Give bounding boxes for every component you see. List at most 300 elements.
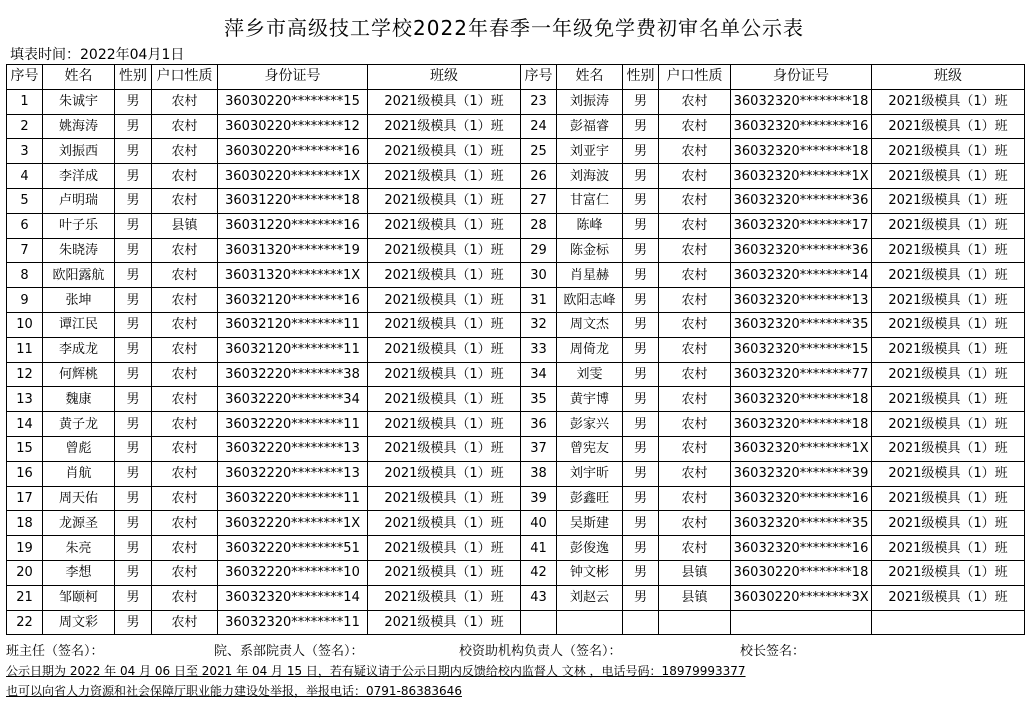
cell-gender: 男	[623, 139, 659, 164]
cell-gender: 男	[115, 585, 152, 610]
cell-id: 36030220********12	[218, 114, 368, 139]
table-row	[7, 461, 1025, 486]
cell-class: 2021级模具（1）班	[368, 511, 521, 536]
cell-hukou: 农村	[659, 213, 731, 238]
cell-gender: 男	[115, 536, 152, 561]
cell-no: 18	[7, 511, 43, 536]
cell-name: 周文杰	[557, 312, 623, 337]
cell-hukou: 县镇	[659, 560, 731, 585]
cell-no: 7	[7, 238, 43, 263]
cell-id: 36032320********36	[731, 238, 872, 263]
cell-id: 36032320********1X	[731, 164, 872, 189]
cell-hukou: 农村	[659, 511, 731, 536]
cell-name: 彭鑫旺	[557, 486, 623, 511]
cell-name: 彭福睿	[557, 114, 623, 139]
cell-gender: 男	[115, 263, 152, 288]
cell-id: 36031320********1X	[218, 263, 368, 288]
cell-gender: 男	[623, 536, 659, 561]
table-row	[7, 362, 1025, 387]
table-row	[7, 139, 1025, 164]
cell-gender: 男	[623, 114, 659, 139]
cell-gender: 男	[623, 436, 659, 461]
cell-class: 2021级模具（1）班	[368, 412, 521, 437]
cell-gender	[623, 610, 659, 635]
cell-no: 9	[7, 288, 43, 313]
cell-no: 30	[521, 263, 557, 288]
cell-id: 36032220********1X	[218, 511, 368, 536]
cell-class: 2021级模具（1）班	[872, 436, 1025, 461]
cell-id: 36032220********10	[218, 560, 368, 585]
cell-id: 36032120********11	[218, 312, 368, 337]
table-row	[7, 536, 1025, 561]
cell-gender: 男	[115, 114, 152, 139]
cell-class: 2021级模具（1）班	[872, 114, 1025, 139]
cell-name: 肖星赫	[557, 263, 623, 288]
table-row	[7, 436, 1025, 461]
cell-name: 刘海波	[557, 164, 623, 189]
cell-name: 魏康	[43, 387, 115, 412]
cell-no: 31	[521, 288, 557, 313]
cell-no: 4	[7, 164, 43, 189]
cell-hukou: 农村	[659, 89, 731, 114]
cell-no: 39	[521, 486, 557, 511]
cell-gender: 男	[115, 560, 152, 585]
cell-name: 欧阳露航	[43, 263, 115, 288]
table-row	[7, 610, 1025, 635]
cell-name: 黄宇博	[557, 387, 623, 412]
header-id: 身份证号	[218, 65, 368, 90]
fill-date: 填表时间：2022年04月1日	[10, 47, 185, 63]
cell-no: 5	[7, 188, 43, 213]
cell-hukou: 农村	[152, 585, 218, 610]
header-row	[7, 65, 1025, 90]
cell-hukou: 农村	[659, 412, 731, 437]
cell-hukou: 农村	[659, 139, 731, 164]
cell-no: 15	[7, 436, 43, 461]
cell-hukou: 农村	[659, 164, 731, 189]
header-hukou: 户口性质	[659, 65, 731, 90]
cell-name: 吴斯建	[557, 511, 623, 536]
cell-id: 36030220********16	[218, 139, 368, 164]
cell-no: 8	[7, 263, 43, 288]
cell-no: 27	[521, 188, 557, 213]
cell-name: 刘振西	[43, 139, 115, 164]
cell-name: 李成龙	[43, 337, 115, 362]
cell-hukou: 农村	[659, 114, 731, 139]
table-row	[7, 89, 1025, 114]
cell-hukou: 农村	[152, 461, 218, 486]
cell-id: 36030220********18	[731, 560, 872, 585]
header-class: 班级	[872, 65, 1025, 90]
cell-hukou	[659, 610, 731, 635]
cell-no: 41	[521, 536, 557, 561]
cell-name: 何辉桃	[43, 362, 115, 387]
cell-no: 13	[7, 387, 43, 412]
cell-id: 36032320********39	[731, 461, 872, 486]
cell-gender: 男	[623, 560, 659, 585]
cell-class: 2021级模具（1）班	[368, 387, 521, 412]
cell-name: 朱晓涛	[43, 238, 115, 263]
cell-no: 17	[7, 486, 43, 511]
cell-hukou: 农村	[152, 610, 218, 635]
cell-name: 刘振涛	[557, 89, 623, 114]
cell-gender: 男	[115, 511, 152, 536]
cell-name: 曾宪友	[557, 436, 623, 461]
cell-id: 36032220********11	[218, 412, 368, 437]
cell-hukou: 农村	[152, 312, 218, 337]
header-gender: 性别	[115, 65, 152, 90]
cell-id: 36032120********11	[218, 337, 368, 362]
table-row	[7, 288, 1025, 313]
cell-gender: 男	[623, 213, 659, 238]
dept-signature: 院、系部院责人（签名）：	[214, 644, 364, 659]
table-row	[7, 164, 1025, 189]
cell-name: 龙源圣	[43, 511, 115, 536]
cell-no: 26	[521, 164, 557, 189]
cell-class: 2021级模具（1）班	[872, 362, 1025, 387]
cell-hukou: 农村	[659, 362, 731, 387]
table-row	[7, 213, 1025, 238]
header-no: 序号	[7, 65, 43, 90]
cell-id: 36031220********18	[218, 188, 368, 213]
cell-hukou: 农村	[152, 436, 218, 461]
cell-hukou: 农村	[152, 511, 218, 536]
cell-id: 36032320********1X	[731, 436, 872, 461]
cell-hukou: 农村	[152, 164, 218, 189]
cell-id: 36032320********17	[731, 213, 872, 238]
cell-hukou: 农村	[152, 486, 218, 511]
roster-table	[6, 64, 1025, 635]
cell-hukou: 农村	[659, 188, 731, 213]
cell-class	[872, 610, 1025, 635]
table-row	[7, 337, 1025, 362]
cell-no: 14	[7, 412, 43, 437]
cell-id: 36032320********35	[731, 511, 872, 536]
cell-id: 36032320********16	[731, 536, 872, 561]
cell-name: 刘赵云	[557, 585, 623, 610]
page-title: 萍乡市高级技工学校2022年春季一年级免学费初审名单公示表	[224, 16, 804, 40]
cell-name: 叶子乐	[43, 213, 115, 238]
cell-no: 19	[7, 536, 43, 561]
cell-class: 2021级模具（1）班	[368, 263, 521, 288]
cell-hukou: 农村	[659, 337, 731, 362]
cell-id: 36031220********16	[218, 213, 368, 238]
cell-name: 黄子龙	[43, 412, 115, 437]
cell-id: 36032320********11	[218, 610, 368, 635]
table-row	[7, 312, 1025, 337]
cell-no: 29	[521, 238, 557, 263]
cell-hukou: 农村	[659, 312, 731, 337]
header-no: 序号	[521, 65, 557, 90]
cell-id: 36032220********11	[218, 486, 368, 511]
cell-gender: 男	[115, 213, 152, 238]
cell-no: 35	[521, 387, 557, 412]
cell-class: 2021级模具（1）班	[872, 337, 1025, 362]
table-row	[7, 511, 1025, 536]
cell-no: 37	[521, 436, 557, 461]
table-row	[7, 387, 1025, 412]
cell-name: 周倚龙	[557, 337, 623, 362]
cell-class: 2021级模具（1）班	[368, 461, 521, 486]
cell-id: 36032320********14	[218, 585, 368, 610]
cell-id: 36032320********18	[731, 89, 872, 114]
cell-class: 2021级模具（1）班	[872, 312, 1025, 337]
cell-hukou: 农村	[152, 188, 218, 213]
cell-name	[557, 610, 623, 635]
cell-gender: 男	[115, 461, 152, 486]
cell-id: 36032320********77	[731, 362, 872, 387]
cell-hukou: 农村	[659, 461, 731, 486]
cell-gender: 男	[115, 288, 152, 313]
teacher-signature: 班主任（签名）：	[6, 644, 104, 659]
cell-hukou: 农村	[152, 362, 218, 387]
cell-class: 2021级模具（1）班	[368, 436, 521, 461]
cell-gender: 男	[623, 89, 659, 114]
cell-id: 36032320********14	[731, 263, 872, 288]
cell-id: 36032320********15	[731, 337, 872, 362]
cell-class: 2021级模具（1）班	[368, 486, 521, 511]
cell-hukou: 农村	[152, 263, 218, 288]
cell-id: 36032220********51	[218, 536, 368, 561]
cell-id: 36031320********19	[218, 238, 368, 263]
cell-name: 李洋成	[43, 164, 115, 189]
cell-hukou: 县镇	[152, 213, 218, 238]
cell-hukou: 农村	[659, 238, 731, 263]
cell-hukou: 县镇	[659, 585, 731, 610]
cell-class: 2021级模具（1）班	[872, 412, 1025, 437]
cell-gender: 男	[115, 238, 152, 263]
cell-id	[731, 610, 872, 635]
cell-no: 3	[7, 139, 43, 164]
cell-gender: 男	[115, 188, 152, 213]
cell-gender: 男	[623, 585, 659, 610]
cell-no: 2	[7, 114, 43, 139]
cell-gender: 男	[623, 263, 659, 288]
cell-id: 36032320********36	[731, 188, 872, 213]
cell-gender: 男	[623, 288, 659, 313]
cell-class: 2021级模具（1）班	[872, 139, 1025, 164]
cell-class: 2021级模具（1）班	[872, 288, 1025, 313]
cell-name: 肖航	[43, 461, 115, 486]
cell-gender: 男	[115, 436, 152, 461]
cell-no: 23	[521, 89, 557, 114]
cell-no: 42	[521, 560, 557, 585]
cell-class: 2021级模具（1）班	[368, 238, 521, 263]
cell-id: 36032320********16	[731, 114, 872, 139]
cell-hukou: 农村	[152, 139, 218, 164]
cell-hukou: 农村	[152, 412, 218, 437]
cell-class: 2021级模具（1）班	[872, 188, 1025, 213]
cell-no: 16	[7, 461, 43, 486]
cell-gender: 男	[623, 461, 659, 486]
cell-no: 24	[521, 114, 557, 139]
cell-no: 40	[521, 511, 557, 536]
cell-id: 36030220********1X	[218, 164, 368, 189]
cell-no: 21	[7, 585, 43, 610]
cell-hukou: 农村	[152, 337, 218, 362]
cell-gender: 男	[115, 486, 152, 511]
cell-class: 2021级模具（1）班	[872, 486, 1025, 511]
cell-name: 曾彪	[43, 436, 115, 461]
cell-id: 36032120********16	[218, 288, 368, 313]
cell-name: 刘亚宇	[557, 139, 623, 164]
cell-name: 朱亮	[43, 536, 115, 561]
cell-class: 2021级模具（1）班	[368, 213, 521, 238]
cell-name: 彭家兴	[557, 412, 623, 437]
cell-hukou: 农村	[152, 387, 218, 412]
cell-class: 2021级模具（1）班	[368, 585, 521, 610]
cell-gender: 男	[623, 511, 659, 536]
table-row	[7, 585, 1025, 610]
cell-gender: 男	[115, 610, 152, 635]
header-id: 身份证号	[731, 65, 872, 90]
cell-no: 28	[521, 213, 557, 238]
cell-name: 刘雯	[557, 362, 623, 387]
cell-hukou: 农村	[659, 436, 731, 461]
principal-signature: 校长签名：	[740, 644, 806, 659]
cell-id: 36032220********34	[218, 387, 368, 412]
header-class: 班级	[368, 65, 521, 90]
cell-name: 甘富仁	[557, 188, 623, 213]
cell-name: 卢明瑞	[43, 188, 115, 213]
cell-hukou: 农村	[152, 560, 218, 585]
cell-hukou: 农村	[152, 536, 218, 561]
cell-class: 2021级模具（1）班	[368, 139, 521, 164]
cell-name: 周天佑	[43, 486, 115, 511]
header-name: 姓名	[43, 65, 115, 90]
cell-no: 20	[7, 560, 43, 585]
table-row	[7, 114, 1025, 139]
cell-class: 2021级模具（1）班	[872, 238, 1025, 263]
cell-gender: 男	[623, 188, 659, 213]
header-name: 姓名	[557, 65, 623, 90]
cell-gender: 男	[115, 337, 152, 362]
cell-id: 36032220********13	[218, 436, 368, 461]
cell-no: 12	[7, 362, 43, 387]
cell-gender: 男	[115, 164, 152, 189]
cell-hukou: 农村	[152, 238, 218, 263]
cell-id: 36032320********13	[731, 288, 872, 313]
cell-id: 36032320********18	[731, 412, 872, 437]
cell-class: 2021级模具（1）班	[872, 387, 1025, 412]
cell-gender: 男	[115, 362, 152, 387]
notice-period: 公示日期为 2022 年 04 月 06 日至 2021 年 04 月 15 日，若有疑议请于公示日期内反馈给校内监督人 文林 ，电话号码：18979993377	[6, 664, 746, 678]
table-row	[7, 188, 1025, 213]
cell-gender: 男	[115, 89, 152, 114]
cell-class: 2021级模具（1）班	[368, 362, 521, 387]
cell-gender: 男	[623, 238, 659, 263]
cell-name: 钟文彬	[557, 560, 623, 585]
header-hukou: 户口性质	[152, 65, 218, 90]
cell-id: 36030220********15	[218, 89, 368, 114]
cell-class: 2021级模具（1）班	[368, 164, 521, 189]
cell-name: 张坤	[43, 288, 115, 313]
cell-gender: 男	[115, 412, 152, 437]
cell-class: 2021级模具（1）班	[872, 511, 1025, 536]
cell-gender: 男	[623, 387, 659, 412]
cell-name: 陈峰	[557, 213, 623, 238]
cell-id: 36030220********3X	[731, 585, 872, 610]
cell-id: 36032320********18	[731, 139, 872, 164]
cell-gender: 男	[623, 337, 659, 362]
cell-name: 邹颐柯	[43, 585, 115, 610]
cell-no: 38	[521, 461, 557, 486]
cell-name: 李想	[43, 560, 115, 585]
cell-class: 2021级模具（1）班	[872, 164, 1025, 189]
cell-gender: 男	[623, 486, 659, 511]
cell-name: 姚海涛	[43, 114, 115, 139]
cell-name: 彭俊逸	[557, 536, 623, 561]
cell-gender: 男	[623, 362, 659, 387]
cell-class: 2021级模具（1）班	[368, 89, 521, 114]
cell-no: 22	[7, 610, 43, 635]
cell-class: 2021级模具（1）班	[368, 560, 521, 585]
cell-gender: 男	[115, 312, 152, 337]
cell-name: 周文彩	[43, 610, 115, 635]
cell-id: 36032220********13	[218, 461, 368, 486]
cell-hukou: 农村	[152, 288, 218, 313]
cell-hukou: 农村	[659, 486, 731, 511]
table-row	[7, 486, 1025, 511]
cell-id: 36032320********16	[731, 486, 872, 511]
cell-name: 谭江民	[43, 312, 115, 337]
cell-class: 2021级模具（1）班	[872, 585, 1025, 610]
cell-class: 2021级模具（1）班	[368, 337, 521, 362]
cell-no: 10	[7, 312, 43, 337]
cell-hukou: 农村	[659, 263, 731, 288]
cell-name: 欧阳志峰	[557, 288, 623, 313]
cell-id: 36032320********35	[731, 312, 872, 337]
cell-name: 刘宇昕	[557, 461, 623, 486]
cell-hukou: 农村	[152, 89, 218, 114]
cell-class: 2021级模具（1）班	[368, 312, 521, 337]
cell-class: 2021级模具（1）班	[368, 288, 521, 313]
cell-gender: 男	[623, 412, 659, 437]
header-gender: 性别	[623, 65, 659, 90]
cell-class: 2021级模具（1）班	[872, 461, 1025, 486]
cell-name: 陈金标	[557, 238, 623, 263]
notice-report: 也可以向省人力资源和社会保障厅职业能力建设处举报，举报电话：0791-86383646	[6, 684, 462, 698]
cell-hukou: 农村	[152, 114, 218, 139]
cell-class: 2021级模具（1）班	[872, 213, 1025, 238]
cell-class: 2021级模具（1）班	[368, 610, 521, 635]
cell-no: 11	[7, 337, 43, 362]
cell-class: 2021级模具（1）班	[872, 536, 1025, 561]
cell-class: 2021级模具（1）班	[368, 114, 521, 139]
table-row	[7, 238, 1025, 263]
cell-hukou: 农村	[659, 536, 731, 561]
cell-hukou: 农村	[659, 387, 731, 412]
table-row	[7, 560, 1025, 585]
cell-no: 25	[521, 139, 557, 164]
cell-class: 2021级模具（1）班	[872, 89, 1025, 114]
table-row	[7, 263, 1025, 288]
cell-no: 32	[521, 312, 557, 337]
cell-class: 2021级模具（1）班	[368, 188, 521, 213]
cell-class: 2021级模具（1）班	[368, 536, 521, 561]
cell-id: 36032320********18	[731, 387, 872, 412]
cell-id: 36032220********38	[218, 362, 368, 387]
cell-no: 33	[521, 337, 557, 362]
cell-no: 43	[521, 585, 557, 610]
cell-gender: 男	[115, 139, 152, 164]
aid-signature: 校资助机构负责人（签名）：	[459, 644, 622, 659]
cell-no: 6	[7, 213, 43, 238]
cell-no: 34	[521, 362, 557, 387]
cell-class: 2021级模具（1）班	[872, 263, 1025, 288]
cell-no	[521, 610, 557, 635]
table-row	[7, 412, 1025, 437]
